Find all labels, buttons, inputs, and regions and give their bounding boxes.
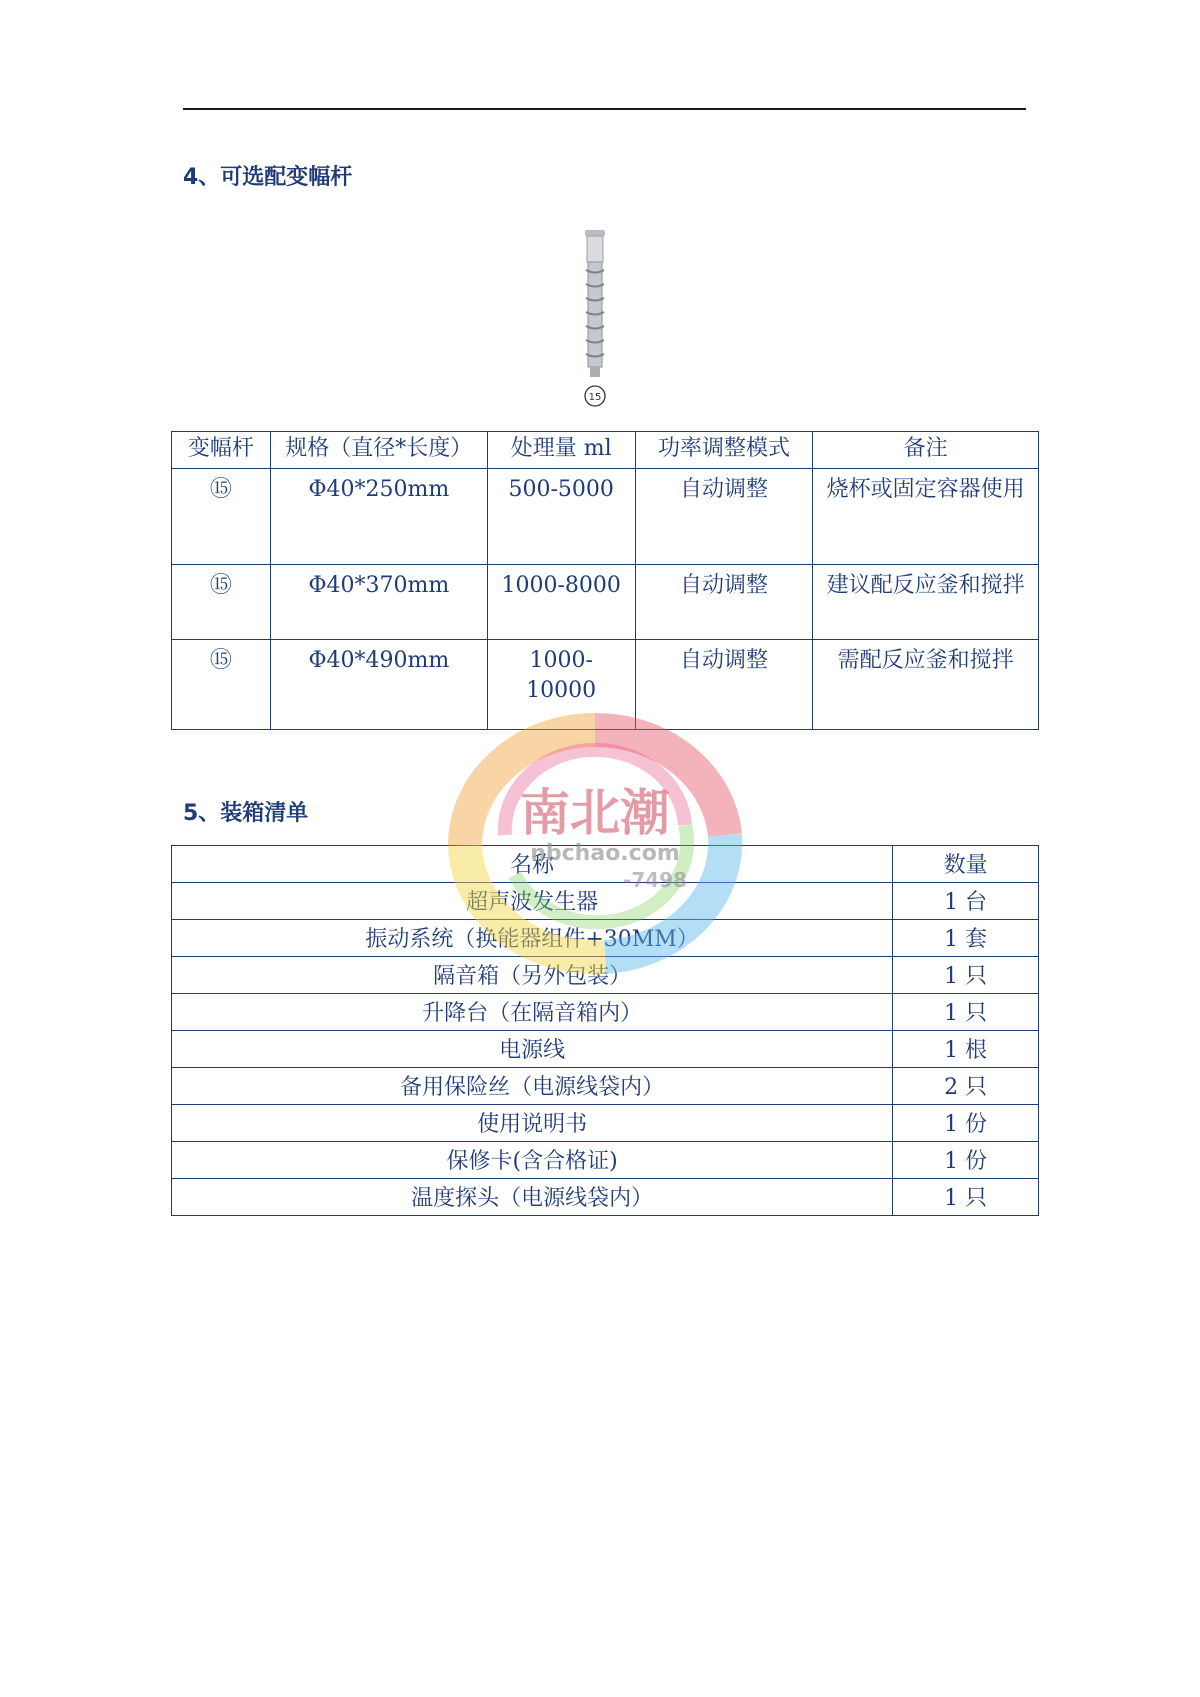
list-item bbox=[172, 957, 1039, 994]
item-quantity: 1 只 bbox=[893, 994, 1039, 1031]
item-quantity: 1 根 bbox=[893, 1031, 1039, 1068]
spec-cell: Φ40*250mm bbox=[270, 469, 487, 565]
power-mode-cell: 自动调整 bbox=[635, 565, 813, 640]
item-quantity: 2 只 bbox=[893, 1068, 1039, 1105]
header-capacity: 处理量 ml bbox=[487, 432, 635, 469]
header-power-mode: 功率调整模式 bbox=[635, 432, 813, 469]
table-header-row bbox=[172, 432, 1039, 469]
table-row bbox=[172, 565, 1039, 640]
header-quantity: 数量 bbox=[893, 846, 1039, 883]
power-mode-cell: 自动调整 bbox=[635, 469, 813, 565]
item-name: 保修卡(含合格证) bbox=[172, 1142, 893, 1179]
item-quantity: 1 份 bbox=[893, 1142, 1039, 1179]
horn-options-table bbox=[171, 431, 1039, 730]
notes-cell: 需配反应釜和搅拌 bbox=[813, 640, 1039, 730]
item-name: 隔音箱（另外包装） bbox=[172, 957, 893, 994]
watermark-phone: -7498 bbox=[623, 868, 687, 892]
list-item bbox=[172, 994, 1039, 1031]
section-4-heading: 4、可选配变幅杆 bbox=[183, 165, 353, 190]
horn-cell: ⑮ bbox=[172, 565, 271, 640]
item-name: 使用说明书 bbox=[172, 1105, 893, 1142]
list-item bbox=[172, 920, 1039, 957]
list-item bbox=[172, 1105, 1039, 1142]
notes-cell: 建议配反应釜和搅拌 bbox=[813, 565, 1039, 640]
list-item bbox=[172, 883, 1039, 920]
header-rule bbox=[183, 108, 1026, 110]
item-quantity: 1 台 bbox=[893, 883, 1039, 920]
horn-cell: ⑮ bbox=[172, 640, 271, 730]
item-name: 升降台（在隔音箱内） bbox=[172, 994, 893, 1031]
item-name: 备用保险丝（电源线袋内） bbox=[172, 1068, 893, 1105]
list-item bbox=[172, 1031, 1039, 1068]
item-quantity: 1 只 bbox=[893, 1179, 1039, 1216]
item-quantity: 1 份 bbox=[893, 1105, 1039, 1142]
horn-rod-image bbox=[575, 228, 615, 410]
capacity-cell: 1000-8000 bbox=[487, 565, 635, 640]
list-item bbox=[172, 1179, 1039, 1216]
svg-text:15: 15 bbox=[588, 392, 602, 403]
capacity-cell: 1000-10000 bbox=[487, 640, 635, 730]
list-item bbox=[172, 1142, 1039, 1179]
watermark-site: nbchao.com bbox=[530, 841, 680, 866]
power-mode-cell: 自动调整 bbox=[635, 640, 813, 730]
spec-cell: Φ40*490mm bbox=[270, 640, 487, 730]
item-name: 超声波发生器 bbox=[172, 883, 893, 920]
list-item bbox=[172, 1068, 1039, 1105]
item-name: 电源线 bbox=[172, 1031, 893, 1068]
header-spec: 规格（直径*长度） bbox=[270, 432, 487, 469]
item-quantity: 1 套 bbox=[893, 920, 1039, 957]
item-name: 振动系统（换能器组件+30MM） bbox=[172, 920, 893, 957]
horn-cell: ⑮ bbox=[172, 469, 271, 565]
table-row bbox=[172, 469, 1039, 565]
spec-cell: Φ40*370mm bbox=[270, 565, 487, 640]
watermark-brand: 南北潮 bbox=[520, 783, 670, 842]
table-header-row bbox=[172, 846, 1039, 883]
header-notes: 备注 bbox=[813, 432, 1039, 469]
item-name: 温度探头（电源线袋内） bbox=[172, 1179, 893, 1216]
notes-cell: 烧杯或固定容器使用 bbox=[813, 469, 1039, 565]
header-item-name: 名称 bbox=[172, 846, 893, 883]
capacity-cell: 500-5000 bbox=[487, 469, 635, 565]
section-5-heading: 5、装箱清单 bbox=[183, 801, 309, 826]
table-row bbox=[172, 640, 1039, 730]
header-horn: 变幅杆 bbox=[172, 432, 271, 469]
item-quantity: 1 只 bbox=[893, 957, 1039, 994]
packing-list-table bbox=[171, 845, 1039, 1216]
